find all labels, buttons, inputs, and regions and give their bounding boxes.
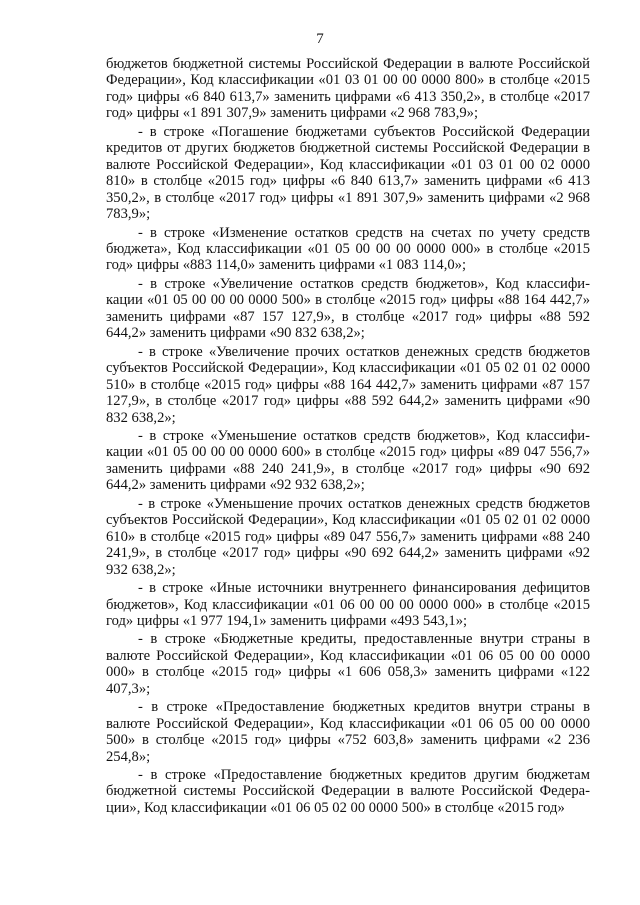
paragraph-decrease-balances: - в строке «Уменьшение остатков средств бюджетов», Код классификации «01 05 00 00 00 0000 600» в столбце «2015 год» цифры «89 047 556,7» заменить цифрами «88 240 241,9», в столбце «2017 год» цифры «90 692 644,2» заменить цифрами «92 932 638,2»;: [106, 427, 590, 494]
page-number: 7: [316, 31, 324, 47]
paragraph-budget-credits: - в строке «Бюджетные кредиты, предоставленные внутри страны в валюте Российской Федерации», Код классификации «01 06 05 00 00 0000 000» в столбце «2015 год» цифры «1 606 058,3» заменить цифрами «122 407,3»;: [106, 631, 590, 697]
paragraph-continuation: бюджетов бюджетной системы Российской Федерации в валюте Российской Федерации», Код классификации «01 03 01 00 00 0000 800» в столбце «2015 год» цифры «6 840 613,7» заменить цифрами «6 413 350,2», в столбце «2017 год» цифры «1 891 307,9» заменить цифрами «2 968 783,9»;: [106, 56, 590, 122]
paragraph-increase-other-balances: - в строке «Увеличение прочих остатков денежных средств бюджетов субъектов Российской Федерации», Код классификации «01 05 02 01 02 0000 510» в столбце «2015 год» цифры «88 164 442,7» заменить цифрами «87 157 127,9», в столбце «2017 год» цифры «88 592 644,2» заменить цифрами «90 832 638,2»;: [106, 343, 590, 426]
document-body: [106, 56, 590, 818]
paragraph-decrease-other-balances: - в строке «Уменьшение прочих остатков денежных средств бюджетов субъектов Российской Федерации», Код классификации «01 05 02 01 02 0000 610» в столбце «2015 год» цифры «89 047 556,7» заменить цифрами «88 240 241,9», в столбце «2017 год» цифры «90 692 644,2» заменить цифрами «92 932 638,2»;: [106, 495, 590, 578]
paragraph-repayment-loans: - в строке «Погашение бюджетами субъектов Российской Федерации кредитов от других бюджетов бюджетной системы Российской Федерации в валюте Российской Федерации», Код классификации «01 03 01 00 02 0000 810» в столбце «2015 год» цифры «6 840 613,7» заменить цифрами «6 413 350,2», в столбце «2017 год» цифры «1 891 307,9» заменить цифрами «2 968 783,9»;: [106, 123, 590, 223]
paragraph-provision-credits-other-budgets: - в строке «Предоставление бюджетных кредитов другим бюджетам бюджетной системы Российской Федерации в валюте Российской Федерации», Код классификации «01 06 05 02 00 0000 500» в столбце «2015 год»: [106, 767, 590, 816]
paragraph-change-balances: - в строке «Изменение остатков средств на счетах по учету средств бюджета», Код классификации «01 05 00 00 00 0000 000» в столбце «2015 год» цифры «883 114,0» заменить цифрами «1 083 114,0»;: [106, 224, 590, 274]
paragraph-other-sources: - в строке «Иные источники внутреннего финансирования дефицитов бюджетов», Код классификации «01 06 00 00 00 0000 000» в столбце «2015 год» цифры «1 977 194,1» заменить цифрами «493 543,1»;: [106, 580, 590, 629]
paragraph-provision-credits: - в строке «Предоставление бюджетных кредитов внутри страны в валюте Российской Федерации», Код классификации «01 06 05 00 00 0000 500» в столбце «2015 год» цифры «752 603,8» заменить цифрами «2 236 254,8»;: [106, 699, 590, 765]
paragraph-increase-balances: - в строке «Увеличение остатков средств бюджетов», Код классификации «01 05 00 00 00 0000 500» в столбце «2015 год» цифры «88 164 442,7» заменить цифрами «87 157 127,9», в столбце «2017 год» цифры «88 592 644,2» заменить цифрами «90 832 638,2»;: [106, 275, 590, 342]
